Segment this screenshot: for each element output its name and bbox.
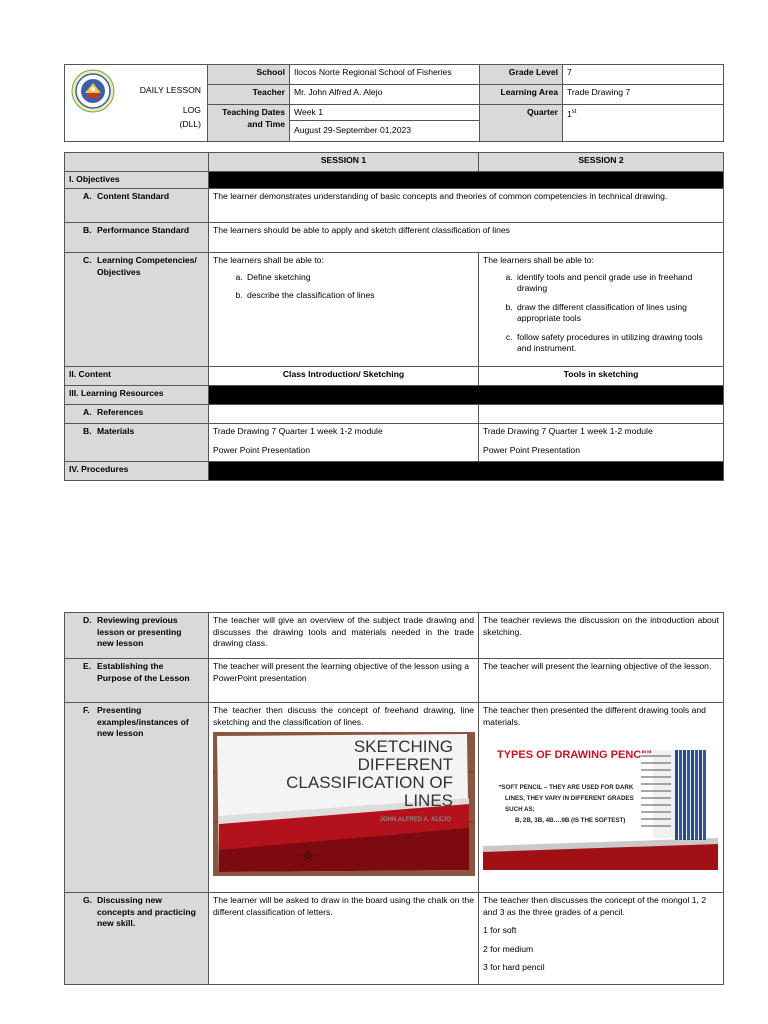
dates-label <box>208 105 290 142</box>
competencies-text: Learning Competencies/ Objectives <box>97 255 197 277</box>
area-label: Learning Area <box>480 85 563 105</box>
dates-label-1: Teaching Dates <box>222 107 285 117</box>
procedure-g-session1: The learner will be asked to draw in the board using the chalk on the different classification of letters. <box>209 893 479 985</box>
references-letter: A. <box>83 407 92 417</box>
slide-sketching-image <box>213 732 475 876</box>
content-standard-letter: A. <box>83 191 92 201</box>
procedure-d-letter: D. <box>83 615 92 625</box>
pencil-grade-item: 2 for medium <box>483 943 534 954</box>
performance-standard-text: Performance Standard <box>97 225 190 235</box>
content-session1: Class Introduction/ Sketching <box>209 367 479 386</box>
dates-label-2: and Time <box>247 118 285 129</box>
competency-item: b. draw the different classification of lines using appropriate tools <box>515 302 719 325</box>
procedure-g-session2 <box>479 893 724 985</box>
resources-label: III. Learning Resources <box>65 386 209 405</box>
procedure-d-label <box>65 613 209 659</box>
materials-session2 <box>479 424 724 462</box>
dll-title-line2: LOG <box>182 105 201 115</box>
teacher-label: Teacher <box>208 85 290 105</box>
dll-title-cell <box>65 65 208 142</box>
procedures-bar <box>209 462 724 481</box>
materials-letter: B. <box>83 426 92 436</box>
slide-sketching-title-line: DIFFERENT <box>357 755 453 774</box>
slide-sketching-title <box>286 738 453 810</box>
slide-sketching-author: JOHN ALFRED A. ALEJO <box>379 817 451 823</box>
dates-range: August 29-September 01,2023 <box>294 125 412 135</box>
performance-standard-letter: B. <box>83 225 92 235</box>
materials-item: Trade Drawing 7 Quarter 1 week 1-2 module <box>213 426 383 436</box>
slide-pencils-line: LINES, THEY VARY IN DIFFERENT GRADES <box>505 795 634 802</box>
pencil-grade-item: 1 for soft <box>483 925 517 935</box>
slide-pencils-line: SUCH AS; <box>505 806 535 813</box>
competency-item: c. follow safety procedures in utilizing drawing tools and instrument. <box>515 332 719 355</box>
materials-label <box>65 424 209 462</box>
quarter-label: Quarter <box>480 105 563 142</box>
references-session2 <box>479 405 724 424</box>
competency-item: a. identify tools and pencil grade use in freehand drawing <box>515 272 719 295</box>
session2-header: SESSION 2 <box>479 153 724 172</box>
competencies-label <box>65 253 209 367</box>
competencies-session1-list <box>213 272 474 302</box>
content-label: II. Content <box>65 367 209 386</box>
competencies-session1 <box>209 253 479 367</box>
quarter-suffix: st <box>571 109 577 115</box>
materials-text: Materials <box>97 426 135 436</box>
grade-label: Grade Level <box>480 65 563 85</box>
slide-sketching-title-line: SKETCHING <box>353 737 453 756</box>
slide-pencils-title: TYPES OF DRAWING PENC"" <box>497 749 652 761</box>
procedure-f-label <box>65 703 209 893</box>
procedure-d-session1: The teacher will give an overview of the subject trade drawing and discusses the drawing tools and materials needed in the trade drawing class. <box>209 613 479 659</box>
objectives-label: I. Objectives <box>65 172 209 189</box>
materials-item: Power Point Presentation <box>483 444 580 455</box>
dll-title-line3: (DLL) <box>179 119 201 129</box>
competencies-session2 <box>479 253 724 367</box>
slide-sketching-title-line: LINES <box>403 791 453 810</box>
procedures-label: IV. Procedures <box>65 462 209 481</box>
references-session1 <box>209 405 479 424</box>
procedure-g-label <box>65 893 209 985</box>
slide-pencils-line: *SOFT PENCIL – THEY ARE USED FOR DARK <box>499 784 634 791</box>
procedure-e-session1: The teacher will present the learning objective of the lesson using a PowerPoint presentation <box>209 659 479 703</box>
slide-pencils-line: B, 2B, 3B, 4B….9B (IS THE SOFTEST) <box>515 817 626 824</box>
header-table <box>64 64 724 142</box>
materials-item: Power Point Presentation <box>213 444 310 455</box>
quarter-number: 1 <box>567 108 572 119</box>
procedure-g-letter: G. <box>83 895 93 905</box>
procedure-f-session1-text: The teacher then discuss the concept of freehand drawing, line sketching and the classification of lines. <box>213 705 474 727</box>
content-standard-label <box>65 189 209 223</box>
procedure-e-label <box>65 659 209 703</box>
deped-seal-icon <box>71 69 115 113</box>
school-value: Ilocos Norte Regional School of Fisheries <box>290 65 480 85</box>
content-standard-text: Content Standard <box>97 191 170 201</box>
quarter-value <box>563 105 724 142</box>
procedure-e-text: Establishing the Purpose of the Lesson <box>97 661 190 683</box>
procedure-f-session2 <box>479 703 724 893</box>
dates-week: Week 1 <box>290 105 479 121</box>
references-text: References <box>97 407 144 417</box>
competency-item: b. describe the classification of lines <box>245 290 474 302</box>
competencies-letter: C. <box>83 255 92 265</box>
area-value: Trade Drawing 7 <box>563 85 724 105</box>
procedure-d-text: Reviewing previous lesson or presenting new lesson <box>97 615 182 648</box>
dll-title-line1: DAILY LESSON <box>139 85 201 95</box>
dates-value <box>290 105 480 142</box>
materials-item: Trade Drawing 7 Quarter 1 week 1-2 module <box>483 426 653 436</box>
slide-pencils-image <box>483 736 718 870</box>
references-label <box>65 405 209 424</box>
competency-item: a. Define sketching <box>245 272 474 284</box>
procedure-f-session2-text: The teacher then presented the different drawing tools and materials. <box>483 705 706 727</box>
performance-standard-value: The learners should be able to apply and sketch different classification of lines <box>209 223 724 253</box>
competencies-intro-2: The learners shall be able to: <box>483 255 594 265</box>
procedure-f-text: Presenting examples/instances of new lesson <box>97 705 189 738</box>
procedure-e-session2: The teacher will present the learning objective of the lesson. <box>479 659 724 703</box>
procedures-table <box>64 612 724 985</box>
pencil-grade-item: 3 for hard pencil <box>483 962 545 972</box>
grade-value: 7 <box>563 65 724 85</box>
procedure-e-letter: E. <box>83 661 92 671</box>
content-session2: Tools in sketching <box>479 367 724 386</box>
school-label: School <box>208 65 290 85</box>
procedure-f-session1 <box>209 703 479 893</box>
materials-session1 <box>209 424 479 462</box>
teacher-value: Mr. John Alfred A. Alejo <box>290 85 480 105</box>
slide-sketching-title-line: CLASSIFICATION OF <box>286 773 453 792</box>
objectives-bar <box>209 172 724 189</box>
competencies-session2-list <box>483 272 719 355</box>
slide-pencils-body <box>499 782 634 826</box>
procedure-f-letter: F. <box>83 705 90 715</box>
plan-table <box>64 152 724 481</box>
performance-standard-label <box>65 223 209 253</box>
procedure-g-text: Discussing new concepts and practicing new skill. <box>97 895 196 928</box>
competencies-intro-1: The learners shall be able to: <box>213 255 324 265</box>
procedure-g-session2-text: The teacher then discusses the concept of the mongol 1, 2 and 3 as the three grades of a pencil. <box>483 895 707 917</box>
resources-bar <box>209 386 724 405</box>
content-standard-value: The learner demonstrates understanding of basic concepts and theories of common competencies in technical drawing. <box>209 189 724 223</box>
session1-header: SESSION 1 <box>209 153 479 172</box>
corner-cell <box>65 153 209 172</box>
procedure-d-session2: The teacher reviews the discussion on the introduction about sketching. <box>479 613 724 659</box>
